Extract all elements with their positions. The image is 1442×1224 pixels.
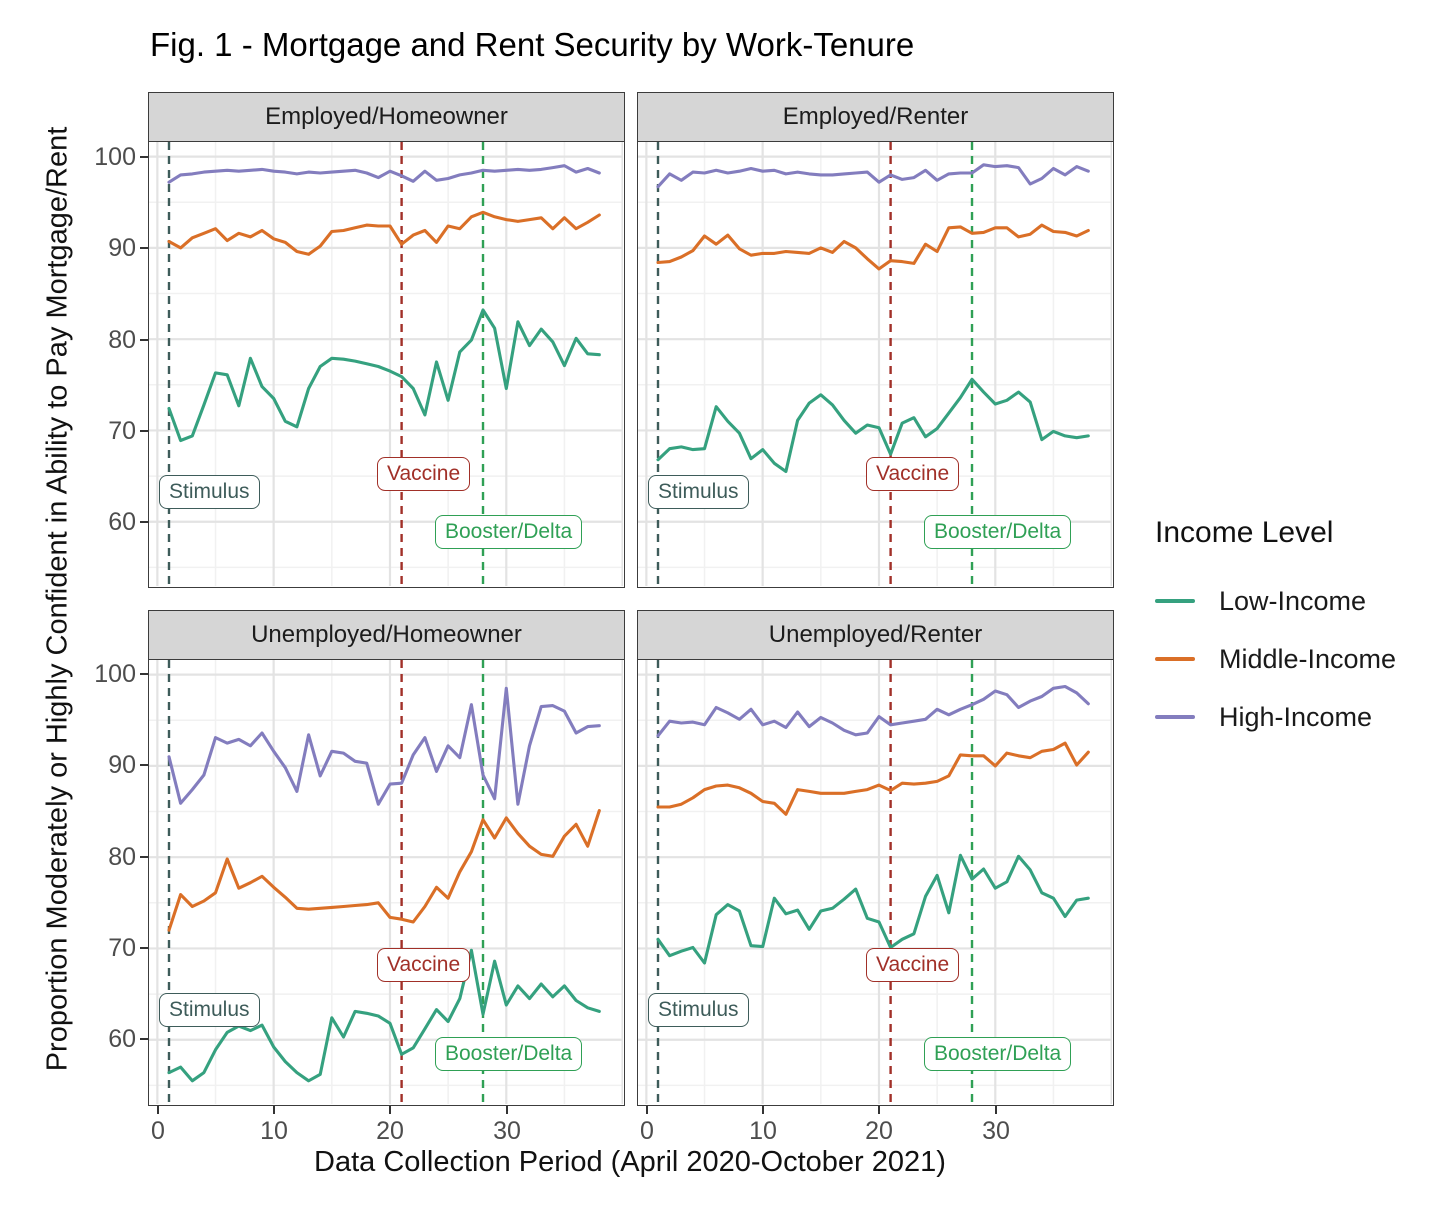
booster-delta-annotation: Booster/Delta — [924, 1037, 1071, 1071]
booster-delta-annotation: Booster/Delta — [435, 515, 582, 549]
y-tick-label: 60 — [108, 1025, 136, 1053]
x-tick — [762, 1106, 764, 1114]
plot-area — [148, 141, 625, 588]
stimulus-annotation: Stimulus — [648, 993, 749, 1027]
y-tick-label: 90 — [108, 234, 136, 262]
plot-area — [148, 659, 625, 1106]
series-line-low-income — [169, 310, 599, 441]
legend — [1155, 516, 1396, 758]
middle-income-line-swatch — [1155, 657, 1195, 661]
legend-label: High-Income — [1219, 701, 1373, 732]
y-tick-label: 70 — [108, 417, 136, 445]
y-tick — [140, 947, 148, 949]
y-tick — [140, 673, 148, 675]
x-tick-label: 20 — [376, 1117, 404, 1145]
series-line-low-income — [658, 855, 1088, 963]
x-tick — [995, 1106, 997, 1114]
stimulus-annotation: Stimulus — [159, 993, 260, 1027]
y-tick — [140, 247, 148, 249]
x-tick-label: 30 — [982, 1117, 1010, 1145]
x-tick — [157, 1106, 159, 1114]
x-tick-label: 10 — [260, 1117, 288, 1145]
x-tick-label: 10 — [749, 1117, 777, 1145]
facet-panel-unemployed-homeowner — [148, 610, 625, 1106]
booster-delta-annotation: Booster/Delta — [924, 515, 1071, 549]
facet-panel-employed-homeowner — [148, 92, 625, 588]
series-line-middle-income — [169, 811, 599, 931]
plot-area — [637, 659, 1114, 1106]
y-tick-label: 80 — [108, 843, 136, 871]
y-tick-label: 70 — [108, 934, 136, 962]
facet-title: Unemployed/Renter — [768, 621, 983, 648]
plot-area — [637, 141, 1114, 588]
facet-strip — [637, 610, 1114, 659]
y-tick — [140, 339, 148, 341]
facet-strip — [148, 610, 625, 659]
x-tick — [273, 1106, 275, 1114]
facet-strip — [637, 92, 1114, 141]
x-tick — [389, 1106, 391, 1114]
x-tick-label: 0 — [640, 1117, 654, 1145]
vaccine-annotation: Vaccine — [866, 948, 959, 982]
y-tick — [140, 764, 148, 766]
vaccine-annotation: Vaccine — [866, 457, 959, 491]
x-tick — [878, 1106, 880, 1114]
facet-title: Employed/Renter — [782, 103, 969, 130]
legend-label: Low-Income — [1219, 585, 1367, 616]
series-line-middle-income — [658, 743, 1088, 814]
legend-item-middle-income — [1155, 642, 1396, 676]
facet-panel-employed-renter — [637, 92, 1114, 588]
facet-title: Unemployed/Homeowner — [251, 621, 522, 648]
y-tick — [140, 1038, 148, 1040]
vaccine-annotation: Vaccine — [377, 457, 470, 491]
facet-panel-unemployed-renter — [637, 610, 1114, 1106]
y-tick-label: 80 — [108, 326, 136, 354]
y-tick-label: 60 — [108, 508, 136, 536]
legend-item-high-income — [1155, 700, 1396, 734]
y-tick-label: 90 — [108, 751, 136, 779]
legend-label: Middle-Income — [1219, 643, 1397, 674]
y-tick — [140, 521, 148, 523]
facet-strip — [148, 92, 625, 141]
x-axis-title: Data Collection Period (April 2020-October 2021) — [314, 1146, 946, 1178]
vaccine-annotation: Vaccine — [377, 948, 470, 982]
series-line-high-income — [169, 166, 599, 183]
low-income-line-swatch — [1155, 599, 1195, 603]
stimulus-annotation: Stimulus — [648, 475, 749, 509]
x-tick-label: 0 — [151, 1117, 165, 1145]
y-axis-title: Proportion Moderately or Highly Confident in Ability to Pay Mortgage/Rent — [41, 126, 74, 1072]
legend-item-low-income — [1155, 584, 1396, 618]
legend-title: Income Level — [1155, 516, 1334, 549]
y-tick — [140, 156, 148, 158]
series-line-high-income — [658, 687, 1088, 736]
x-tick — [646, 1106, 648, 1114]
x-tick-label: 20 — [865, 1117, 893, 1145]
x-tick — [506, 1106, 508, 1114]
figure-title: Fig. 1 - Mortgage and Rent Security by Work-Tenure — [150, 26, 915, 63]
booster-delta-annotation: Booster/Delta — [435, 1037, 582, 1071]
series-line-high-income — [169, 688, 599, 804]
x-tick-label: 30 — [493, 1117, 521, 1145]
high-income-line-swatch — [1155, 715, 1195, 719]
y-tick-label: 100 — [94, 143, 136, 171]
series-line-high-income — [658, 165, 1088, 187]
stimulus-annotation: Stimulus — [159, 475, 260, 509]
y-tick — [140, 856, 148, 858]
y-tick-label: 100 — [94, 660, 136, 688]
y-tick — [140, 430, 148, 432]
facet-title: Employed/Homeowner — [265, 103, 508, 130]
